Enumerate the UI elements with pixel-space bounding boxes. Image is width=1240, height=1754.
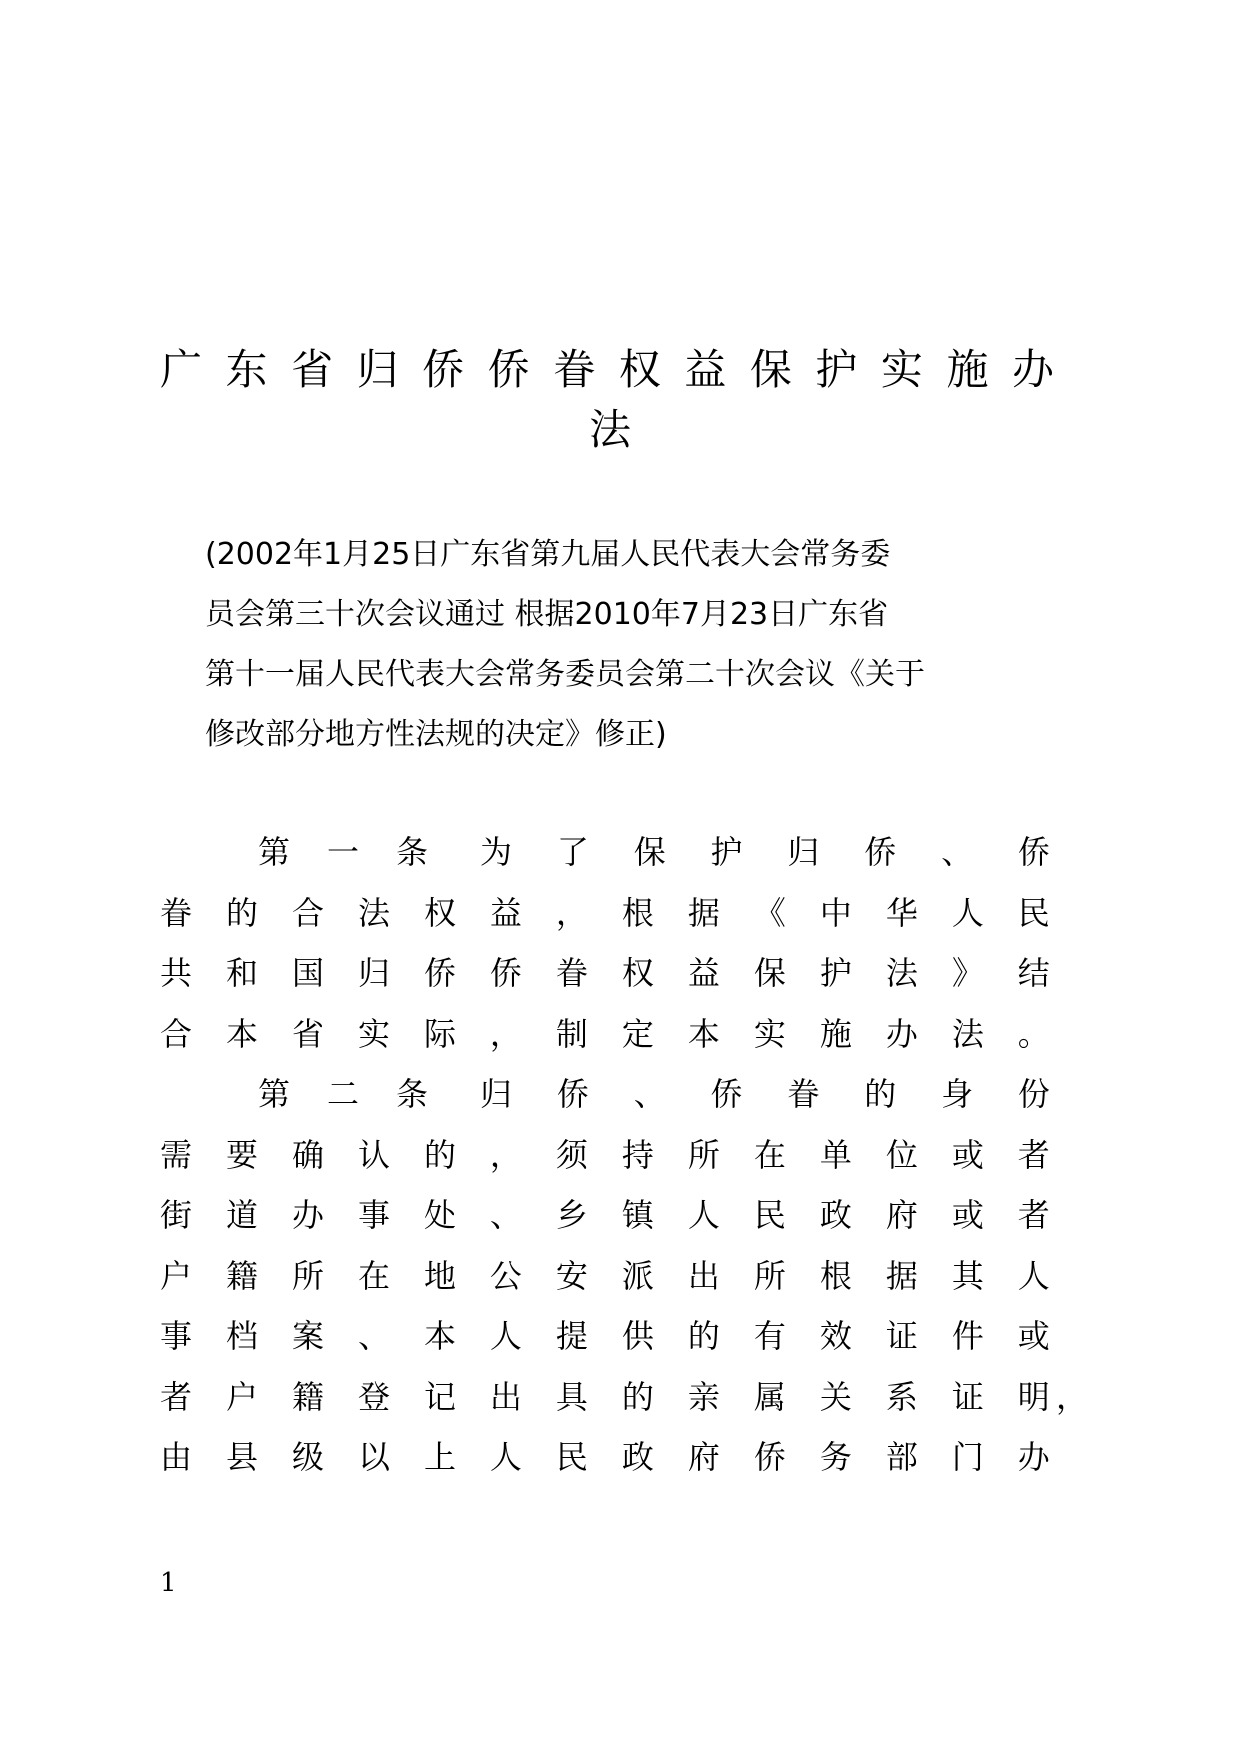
character: 档: [225, 1317, 258, 1356]
character: 者: [160, 1377, 193, 1416]
character: 本: [225, 1014, 258, 1053]
character: 眷: [787, 1075, 820, 1114]
character: 的: [687, 1317, 720, 1356]
character: 证: [885, 1317, 918, 1356]
character: 证: [951, 1377, 984, 1416]
character: 益: [687, 954, 720, 993]
character: 的: [864, 1075, 897, 1114]
character: 省: [291, 1014, 324, 1053]
character: 出: [687, 1256, 720, 1295]
character: 人: [489, 1438, 522, 1477]
character: 办: [291, 1196, 324, 1235]
character: 单: [819, 1135, 852, 1174]
character: 提: [555, 1317, 588, 1356]
body-text: [160, 820, 1088, 1486]
character: 派: [621, 1256, 654, 1295]
character: 据: [885, 1256, 918, 1295]
character: 明: [1017, 1377, 1050, 1416]
character: 共: [160, 954, 193, 993]
character: 侨: [423, 954, 456, 993]
character: 人: [1017, 1256, 1050, 1295]
revision-note-line: 修改部分地方性法规的决定》修正): [205, 717, 667, 752]
character: 或: [951, 1135, 984, 1174]
character: 条: [395, 833, 428, 872]
character: 办: [1017, 1438, 1050, 1477]
article-2-text: [480, 1069, 1050, 1115]
character: 根: [621, 893, 654, 932]
character: 眷: [160, 893, 193, 932]
character: 侨: [489, 954, 522, 993]
character: 级: [291, 1438, 324, 1477]
character: 供: [621, 1317, 654, 1356]
article-2-line: [160, 1183, 1050, 1244]
character: 上: [423, 1438, 456, 1477]
character: 身: [941, 1075, 974, 1114]
character: 侨: [710, 1075, 743, 1114]
character: 、: [633, 1075, 666, 1114]
character: 侨: [864, 833, 897, 872]
character: 施: [819, 1014, 852, 1053]
character: 者: [1017, 1135, 1050, 1174]
character: 具: [555, 1377, 588, 1416]
character: 所: [291, 1256, 324, 1295]
revision-note-line: 第十一届人民代表大会常务委员会第二十次会议《关于: [205, 657, 925, 692]
character: 认: [357, 1135, 390, 1174]
character: 府: [885, 1196, 918, 1235]
character: 由: [160, 1438, 193, 1477]
character: 政: [819, 1196, 852, 1235]
character: 案: [291, 1317, 324, 1356]
article-1-line: [160, 1002, 1050, 1063]
character: 籍: [291, 1377, 324, 1416]
character: 眷: [555, 954, 588, 993]
character: 、: [489, 1196, 522, 1235]
character: 法: [357, 893, 390, 932]
character: 位: [885, 1135, 918, 1174]
character: 民: [555, 1438, 588, 1477]
character: 本: [423, 1317, 456, 1356]
character: 公: [489, 1256, 522, 1295]
character: 者: [1017, 1196, 1050, 1235]
character: 户: [160, 1256, 193, 1295]
character: 合: [291, 893, 324, 932]
character: 保: [753, 954, 786, 993]
character: 府: [687, 1438, 720, 1477]
character: 效: [819, 1317, 852, 1356]
revision-note: [205, 525, 1025, 765]
character: 法: [951, 1014, 984, 1053]
character: 实: [357, 1014, 390, 1053]
character: 其: [951, 1256, 984, 1295]
character: 在: [753, 1135, 786, 1174]
character: 归: [480, 1075, 513, 1114]
revision-note-line: (2002年1月25日广东省第九届人民代表大会常务委: [205, 537, 891, 572]
character: 道: [225, 1196, 258, 1235]
character: 据: [687, 893, 720, 932]
character: 记: [423, 1377, 456, 1416]
document-title: 广东省归侨侨眷权益保护实施办: [160, 345, 1060, 394]
character: 务: [819, 1438, 852, 1477]
character: 一: [326, 833, 359, 872]
document-title-continued: 法: [588, 405, 631, 454]
character: 的: [621, 1377, 654, 1416]
character: 归: [357, 954, 390, 993]
article-2-line: [160, 1244, 1050, 1305]
character: 华: [885, 893, 918, 932]
character: 籍: [225, 1256, 258, 1295]
article-1-line: [160, 941, 1050, 1002]
character: 须: [555, 1135, 588, 1174]
character: 出: [489, 1377, 522, 1416]
character: 需: [160, 1135, 193, 1174]
revision-note-line: 员会第三十次会议通过 根据2010年7月23日广东省: [205, 597, 889, 632]
character: 份: [1017, 1075, 1050, 1114]
article-1-first-line: [160, 820, 1050, 881]
character: 户: [225, 1377, 258, 1416]
character: 第: [258, 1075, 291, 1114]
character: 门: [951, 1438, 984, 1477]
article-1-heading: [258, 827, 428, 873]
character: 安: [555, 1256, 588, 1295]
character: 确: [291, 1135, 324, 1174]
character: 护: [819, 954, 852, 993]
character: 县: [225, 1438, 258, 1477]
article-2-line: [160, 1425, 1050, 1486]
character: 条: [395, 1075, 428, 1114]
character: 办: [885, 1014, 918, 1053]
character: 侨: [1017, 833, 1050, 872]
character: 二: [326, 1075, 359, 1114]
character: 属: [753, 1377, 786, 1416]
character: 《: [753, 893, 786, 932]
character: 、: [357, 1317, 390, 1356]
character: 际: [423, 1014, 456, 1053]
character: 的: [423, 1135, 456, 1174]
character: 侨: [753, 1438, 786, 1477]
character: 镇: [621, 1196, 654, 1235]
character: 持: [621, 1135, 654, 1174]
character: 关: [819, 1377, 852, 1416]
character: 有: [753, 1317, 786, 1356]
character: 所: [753, 1256, 786, 1295]
character: 实: [753, 1014, 786, 1053]
character: 民: [753, 1196, 786, 1235]
character: 国: [291, 954, 324, 993]
character: 侨: [556, 1075, 589, 1114]
character: 所: [687, 1135, 720, 1174]
article-2-first-line: [160, 1062, 1050, 1123]
character: 部: [885, 1438, 918, 1477]
character: 亲: [687, 1377, 720, 1416]
character: 登: [357, 1377, 390, 1416]
character: 了: [556, 833, 589, 872]
character: 》: [951, 954, 984, 993]
character: 权: [423, 893, 456, 932]
article-2-line: [160, 1365, 1088, 1426]
character: 权: [621, 954, 654, 993]
character: 结: [1017, 954, 1050, 993]
page-number: 1: [160, 1568, 177, 1598]
character: 街: [160, 1196, 193, 1235]
character: 乡: [555, 1196, 588, 1235]
article-2-heading: [258, 1069, 428, 1115]
character: ，: [555, 893, 588, 932]
character: 要: [225, 1135, 258, 1174]
character: 地: [423, 1256, 456, 1295]
character: ，: [489, 1135, 522, 1174]
character: 系: [885, 1377, 918, 1416]
character: 人: [489, 1317, 522, 1356]
character: 益: [489, 893, 522, 932]
character: 定: [621, 1014, 654, 1053]
article-1-text: [480, 827, 1050, 873]
character: 件: [951, 1317, 984, 1356]
character: 或: [1017, 1317, 1050, 1356]
character: 护: [710, 833, 743, 872]
character: 保: [633, 833, 666, 872]
character: 人: [951, 893, 984, 932]
character: 归: [787, 833, 820, 872]
character: ，: [489, 1014, 522, 1053]
article-1-line: [160, 881, 1050, 942]
article-2-line: [160, 1304, 1050, 1365]
character: 第: [258, 833, 291, 872]
overhang-comma: ，: [1055, 1377, 1088, 1416]
character: 以: [357, 1438, 390, 1477]
character: 本: [687, 1014, 720, 1053]
character: 或: [951, 1196, 984, 1235]
character: 、: [941, 833, 974, 872]
article-2-line: [160, 1123, 1050, 1184]
character: 。: [1017, 1014, 1050, 1053]
article-2-line-text: [160, 1372, 1050, 1418]
character: 法: [885, 954, 918, 993]
character: 在: [357, 1256, 390, 1295]
character: 和: [225, 954, 258, 993]
character: 为: [480, 833, 513, 872]
character: 处: [423, 1196, 456, 1235]
character: 人: [687, 1196, 720, 1235]
character: 事: [357, 1196, 390, 1235]
character: 政: [621, 1438, 654, 1477]
character: 合: [160, 1014, 193, 1053]
character: 中: [819, 893, 852, 932]
character: 的: [225, 893, 258, 932]
character: 民: [1017, 893, 1050, 932]
character: 事: [160, 1317, 193, 1356]
character: 制: [555, 1014, 588, 1053]
character: 根: [819, 1256, 852, 1295]
